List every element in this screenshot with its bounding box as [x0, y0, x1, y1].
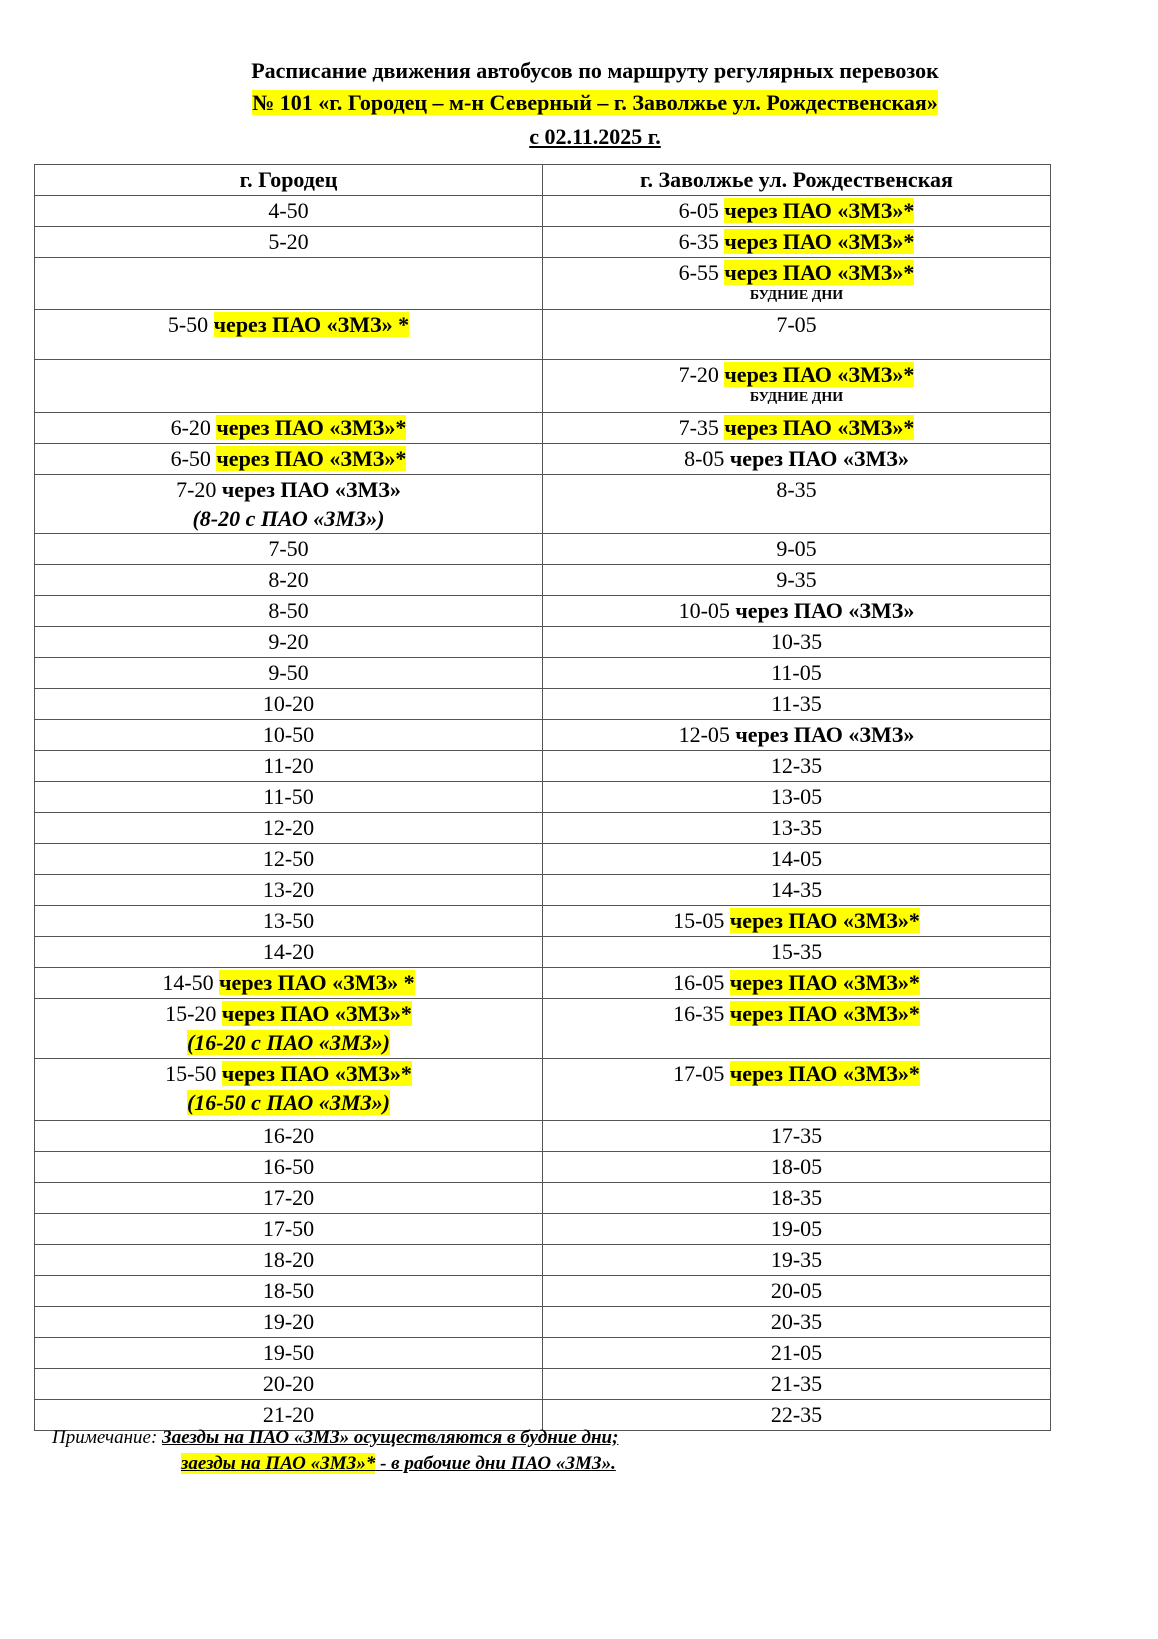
departure-time: 13-05 [770, 784, 823, 809]
zavolzhye-departure-cell [543, 596, 1051, 627]
departure-time: 6-50 [170, 446, 211, 471]
table-row [35, 751, 1051, 782]
table-header-row [35, 165, 1051, 196]
departure-time: 20-20 [262, 1371, 315, 1396]
via-zmz-label: через ПАО «ЗМЗ» [729, 446, 909, 471]
table-row [35, 196, 1051, 227]
table-row [35, 627, 1051, 658]
table-row [35, 1214, 1051, 1245]
effective-date: с 02.11.2025 г. [529, 124, 661, 149]
table-row [35, 844, 1051, 875]
table-row [35, 720, 1051, 751]
zavolzhye-departure-cell [543, 999, 1051, 1059]
departure-time: 8-50 [268, 598, 309, 623]
table-row [35, 813, 1051, 844]
zavolzhye-departure-cell [543, 1183, 1051, 1214]
zavolzhye-departure-cell [543, 444, 1051, 475]
departure-time: 19-20 [262, 1309, 315, 1334]
departure-time: 5-50 [167, 312, 209, 337]
table-row [35, 1276, 1051, 1307]
via-zmz-label: через ПАО «ЗМЗ» [735, 598, 915, 623]
departure-time: 12-20 [262, 815, 315, 840]
footnote-2 [181, 1452, 616, 1476]
table-row [35, 937, 1051, 968]
zavolzhye-departure-cell [543, 751, 1051, 782]
column-header-gorodets: г. Городец [35, 165, 543, 196]
zavolzhye-departure-cell [543, 475, 1051, 534]
via-zmz-label: через ПАО «ЗМЗ» [735, 722, 915, 747]
gorodets-departure-cell [35, 1059, 543, 1121]
via-zmz-label: через ПАО «ЗМЗ» * [213, 312, 410, 337]
departure-time: 6-20 [170, 415, 211, 440]
departure-time: 19-05 [770, 1216, 823, 1241]
route-name: № 101 «г. Городец – м-н Северный – г. Заволжье ул. Рождественская» [252, 90, 938, 115]
footnote-line-2-rest: - в рабочие дни ПАО «ЗМЗ». [375, 1453, 616, 1474]
zavolzhye-departure-cell [543, 1307, 1051, 1338]
zavolzhye-departure-cell [543, 627, 1051, 658]
title-line-3 [0, 122, 1158, 152]
departure-time: 15-35 [770, 939, 823, 964]
gorodets-departure-cell [35, 1338, 543, 1369]
departure-time: 19-35 [770, 1247, 823, 1272]
table-row [35, 258, 1051, 310]
via-zmz-label: через ПАО «ЗМЗ»* [724, 362, 915, 387]
departure-time: 18-20 [262, 1247, 315, 1272]
zavolzhye-departure-cell [543, 1400, 1051, 1431]
table-row [35, 1121, 1051, 1152]
departure-time: 17-05 [673, 1061, 725, 1086]
via-zmz-label: через ПАО «ЗМЗ»* [724, 229, 915, 254]
departure-time: 11-35 [771, 691, 822, 716]
zavolzhye-departure-cell [543, 196, 1051, 227]
departure-time: 15-05 [673, 908, 725, 933]
via-zmz-label: через ПАО «ЗМЗ»* [729, 908, 920, 933]
gorodets-departure-cell [35, 596, 543, 627]
title-line-1: Расписание движения автобусов по маршруту регулярных перевозок [251, 58, 939, 83]
gorodets-departure-cell [35, 1214, 543, 1245]
zavolzhye-departure-cell [543, 844, 1051, 875]
gorodets-departure-cell [35, 534, 543, 565]
zavolzhye-departure-cell [543, 968, 1051, 999]
table-row [35, 906, 1051, 937]
via-zmz-label: через ПАО «ЗМЗ»* [724, 198, 915, 223]
gorodets-departure-cell [35, 227, 543, 258]
gorodets-departure-cell [35, 968, 543, 999]
gorodets-departure-cell [35, 999, 543, 1059]
zavolzhye-departure-cell [543, 1245, 1051, 1276]
gorodets-departure-cell [35, 360, 543, 413]
departure-time: 17-20 [262, 1185, 315, 1210]
zavolzhye-departure-cell [543, 1214, 1051, 1245]
departure-time: 6-05 [678, 198, 719, 223]
zavolzhye-departure-cell [543, 720, 1051, 751]
departure-time: 13-35 [770, 815, 823, 840]
table-row [35, 1338, 1051, 1369]
footnote-label: Примечание: [52, 1427, 158, 1448]
table-row [35, 475, 1051, 534]
zavolzhye-departure-cell [543, 413, 1051, 444]
departure-time: 6-55 [678, 260, 719, 285]
via-zmz-label: через ПАО «ЗМЗ» * [219, 970, 415, 995]
zavolzhye-departure-cell [543, 1059, 1051, 1121]
departure-time: 5-20 [268, 229, 309, 254]
gorodets-departure-cell [35, 1307, 543, 1338]
zavolzhye-departure-cell [543, 360, 1051, 413]
departure-time: 7-50 [268, 536, 309, 561]
alternate-departure-note: (16-20 с ПАО «ЗМЗ») [186, 1030, 391, 1055]
gorodets-departure-cell [35, 813, 543, 844]
gorodets-departure-cell [35, 906, 543, 937]
via-zmz-label: через ПАО «ЗМЗ»* [221, 1061, 412, 1086]
departure-time: 16-50 [262, 1154, 315, 1179]
zavolzhye-departure-cell [543, 534, 1051, 565]
departure-time: 7-35 [678, 415, 719, 440]
zavolzhye-departure-cell [543, 658, 1051, 689]
departure-time: 14-20 [262, 939, 315, 964]
via-zmz-label: через ПАО «ЗМЗ»* [216, 446, 407, 471]
table-row [35, 658, 1051, 689]
departure-time: 11-05 [771, 660, 822, 685]
gorodets-departure-cell [35, 875, 543, 906]
gorodets-departure-cell [35, 627, 543, 658]
gorodets-departure-cell [35, 310, 543, 360]
departure-time: 7-20 [678, 362, 719, 387]
zavolzhye-departure-cell [543, 937, 1051, 968]
departure-time: 9-20 [268, 629, 309, 654]
column-header-zavolzhye: г. Заволжье ул. Рождественская [543, 165, 1051, 196]
departure-time: 11-20 [263, 753, 314, 778]
zavolzhye-departure-cell [543, 1369, 1051, 1400]
departure-time: 6-35 [678, 229, 719, 254]
departure-time: 21-05 [770, 1340, 823, 1365]
departure-time: 9-50 [268, 660, 309, 685]
departure-time: 9-05 [776, 536, 817, 561]
departure-time: 4-50 [268, 198, 309, 223]
gorodets-departure-cell [35, 751, 543, 782]
departure-time: 16-20 [262, 1123, 315, 1148]
departure-time: 21-20 [262, 1402, 315, 1427]
footnote [52, 1426, 618, 1450]
departure-time: 8-05 [684, 446, 725, 471]
table-row [35, 310, 1051, 360]
via-zmz-label: через ПАО «ЗМЗ»* [216, 415, 407, 440]
departure-time: 13-20 [262, 877, 315, 902]
zavolzhye-departure-cell [543, 875, 1051, 906]
table-row [35, 227, 1051, 258]
via-zmz-label: через ПАО «ЗМЗ» [221, 477, 401, 502]
table-row [35, 413, 1051, 444]
zavolzhye-departure-cell [543, 227, 1051, 258]
gorodets-departure-cell [35, 844, 543, 875]
via-zmz-label: через ПАО «ЗМЗ»* [221, 1001, 412, 1026]
gorodets-departure-cell [35, 475, 543, 534]
table-row [35, 534, 1051, 565]
via-zmz-label: через ПАО «ЗМЗ»* [729, 1001, 920, 1026]
schedule-table [34, 164, 1051, 1431]
departure-time: 15-50 [165, 1061, 217, 1086]
table-row [35, 689, 1051, 720]
zavolzhye-departure-cell [543, 906, 1051, 937]
table-row [35, 565, 1051, 596]
table-row [35, 968, 1051, 999]
gorodets-departure-cell [35, 1245, 543, 1276]
departure-time: 13-50 [262, 908, 315, 933]
zavolzhye-departure-cell [543, 565, 1051, 596]
departure-time: 21-35 [770, 1371, 823, 1396]
table-row [35, 875, 1051, 906]
table-row [35, 444, 1051, 475]
table-row [35, 782, 1051, 813]
alternate-departure-note: (16-50 с ПАО «ЗМЗ») [186, 1090, 391, 1115]
gorodets-departure-cell [35, 413, 543, 444]
table-row [35, 596, 1051, 627]
gorodets-departure-cell [35, 1121, 543, 1152]
gorodets-departure-cell [35, 565, 543, 596]
via-zmz-label: через ПАО «ЗМЗ»* [724, 415, 915, 440]
departure-time: 18-35 [770, 1185, 823, 1210]
weekdays-note: БУДНИЕ ДНИ [749, 390, 844, 405]
table-row [35, 360, 1051, 413]
table-row [35, 1183, 1051, 1214]
gorodets-departure-cell [35, 937, 543, 968]
gorodets-departure-cell [35, 196, 543, 227]
gorodets-departure-cell [35, 720, 543, 751]
table-row [35, 1307, 1051, 1338]
departure-time: 18-50 [262, 1278, 315, 1303]
gorodets-departure-cell [35, 1276, 543, 1307]
departure-time: 14-35 [770, 877, 823, 902]
departure-time: 18-05 [770, 1154, 823, 1179]
departure-time: 10-50 [262, 722, 315, 747]
gorodets-departure-cell [35, 258, 543, 310]
zavolzhye-departure-cell [543, 1121, 1051, 1152]
via-zmz-label: через ПАО «ЗМЗ»* [729, 1061, 920, 1086]
table-row [35, 1369, 1051, 1400]
zavolzhye-departure-cell [543, 782, 1051, 813]
title-line-2 [0, 88, 1158, 118]
gorodets-departure-cell [35, 444, 543, 475]
departure-time: 8-35 [776, 477, 817, 502]
departure-time: 19-50 [262, 1340, 315, 1365]
zavolzhye-departure-cell [543, 1152, 1051, 1183]
departure-time: 12-35 [770, 753, 823, 778]
departure-time: 17-50 [262, 1216, 315, 1241]
footnote-line-2-highlight: заезды на ПАО «ЗМЗ»* [181, 1453, 376, 1474]
departure-time: 10-20 [262, 691, 315, 716]
departure-time: 10-05 [678, 598, 730, 623]
table-row [35, 999, 1051, 1059]
footnote-line-1: Заезды на ПАО «ЗМЗ» осуществляются в будние дни; [162, 1427, 619, 1448]
table-row [35, 1152, 1051, 1183]
departure-time: 17-35 [770, 1123, 823, 1148]
weekdays-note: БУДНИЕ ДНИ [749, 288, 844, 303]
zavolzhye-departure-cell [543, 310, 1051, 360]
departure-time: 8-20 [268, 567, 309, 592]
departure-time: 15-20 [165, 1001, 217, 1026]
gorodets-departure-cell [35, 689, 543, 720]
departure-time: 16-35 [673, 1001, 725, 1026]
departure-time: 10-35 [770, 629, 823, 654]
departure-time: 16-05 [673, 970, 725, 995]
zavolzhye-departure-cell [543, 1276, 1051, 1307]
zavolzhye-departure-cell [543, 689, 1051, 720]
departure-time: 12-50 [262, 846, 315, 871]
via-zmz-label: через ПАО «ЗМЗ»* [724, 260, 915, 285]
departure-time: 20-05 [770, 1278, 823, 1303]
departure-time: 11-50 [263, 784, 314, 809]
alternate-departure-note: (8-20 с ПАО «ЗМЗ») [192, 506, 385, 531]
zavolzhye-departure-cell [543, 813, 1051, 844]
zavolzhye-departure-cell [543, 1338, 1051, 1369]
departure-time: 14-50 [162, 970, 214, 995]
gorodets-departure-cell [35, 1369, 543, 1400]
gorodets-departure-cell [35, 782, 543, 813]
gorodets-departure-cell [35, 1152, 543, 1183]
zavolzhye-departure-cell [543, 258, 1051, 310]
departure-time: 7-05 [776, 312, 817, 337]
departure-time: 12-05 [678, 722, 730, 747]
departure-time: 9-35 [776, 567, 817, 592]
departure-time: 20-35 [770, 1309, 823, 1334]
departure-time: 14-05 [770, 846, 823, 871]
via-zmz-label: через ПАО «ЗМЗ»* [729, 970, 920, 995]
departure-time: 7-20 [176, 477, 217, 502]
gorodets-departure-cell [35, 1183, 543, 1214]
departure-time: 22-35 [770, 1402, 823, 1427]
table-row [35, 1059, 1051, 1121]
gorodets-departure-cell [35, 658, 543, 689]
table-row [35, 1245, 1051, 1276]
